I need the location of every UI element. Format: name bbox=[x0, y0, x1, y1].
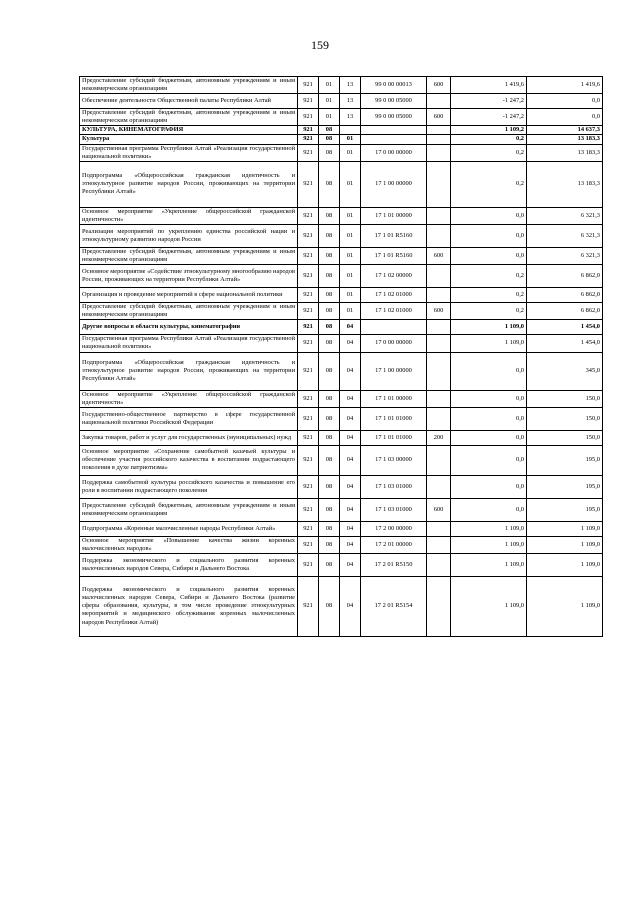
cell-ved: 921 bbox=[298, 303, 319, 320]
cell-csr bbox=[361, 126, 427, 135]
table-row bbox=[80, 77, 603, 94]
cell-vr bbox=[427, 553, 451, 576]
cell-sum1: 0,0 bbox=[451, 352, 527, 390]
cell-vr bbox=[427, 352, 451, 390]
table-row bbox=[80, 288, 603, 303]
table-row bbox=[80, 320, 603, 335]
cell-vr bbox=[427, 288, 451, 303]
table-row bbox=[80, 207, 603, 224]
cell-ved: 921 bbox=[298, 352, 319, 390]
cell-sum1: 0,0 bbox=[451, 445, 527, 475]
cell-pr: 04 bbox=[340, 553, 361, 576]
cell-ved: 921 bbox=[298, 224, 319, 247]
cell-vr bbox=[427, 576, 451, 636]
cell-pr: 01 bbox=[340, 161, 361, 207]
cell-sum1: 0,0 bbox=[451, 475, 527, 498]
cell-sum2: 6 862,0 bbox=[527, 303, 603, 320]
cell-sum1: 0,0 bbox=[451, 407, 527, 430]
cell-csr: 17 1 01 00000 bbox=[361, 207, 427, 224]
table-row bbox=[80, 475, 603, 498]
cell-name: Предоставление субсидий бюджетным, автономным учреждениям и иным некоммерческим организациям bbox=[80, 303, 298, 320]
cell-sum1: 0,0 bbox=[451, 207, 527, 224]
cell-csr: 17 1 01 R5160 bbox=[361, 247, 427, 264]
cell-rz: 08 bbox=[319, 521, 340, 536]
cell-sum2: 6 321,3 bbox=[527, 224, 603, 247]
table-row bbox=[80, 126, 603, 135]
cell-sum2: 6 321,3 bbox=[527, 207, 603, 224]
cell-pr: 04 bbox=[340, 576, 361, 636]
cell-csr: 17 1 03 01000 bbox=[361, 498, 427, 521]
table-row bbox=[80, 135, 603, 144]
table-body bbox=[80, 77, 603, 637]
cell-vr: 600 bbox=[427, 498, 451, 521]
cell-name: Поддержка экономического и социального развития коренных малочисленных народов Севера, Сибири и Дальнего Востока (развитие сферы образования, культуры, в том числе проведение этнокультурных мероприятий и медицинского обслуживания коренных малочисленных народов Республики Алтай) bbox=[80, 576, 298, 636]
cell-vr bbox=[427, 521, 451, 536]
cell-ved: 921 bbox=[298, 475, 319, 498]
cell-vr bbox=[427, 536, 451, 553]
cell-csr: 17 1 01 00000 bbox=[361, 390, 427, 407]
cell-name: Подпрограмма «Общероссийская гражданская идентичность и этнокультурное развитие народов России, проживающих на территории Республики Алтай» bbox=[80, 352, 298, 390]
cell-name: Государственно-общественное партнерство в сфере государственной национальной политики Российской Федерации bbox=[80, 407, 298, 430]
cell-sum1: 1 109,2 bbox=[451, 126, 527, 135]
cell-ved: 921 bbox=[298, 390, 319, 407]
cell-vr: 600 bbox=[427, 247, 451, 264]
cell-pr: 04 bbox=[340, 475, 361, 498]
cell-csr: 17 0 00 00000 bbox=[361, 144, 427, 161]
cell-sum2: 1 109,0 bbox=[527, 536, 603, 553]
cell-pr: 04 bbox=[340, 521, 361, 536]
cell-csr: 17 1 02 01000 bbox=[361, 303, 427, 320]
cell-vr bbox=[427, 161, 451, 207]
cell-vr bbox=[427, 445, 451, 475]
cell-sum1: 0,0 bbox=[451, 390, 527, 407]
cell-vr bbox=[427, 207, 451, 224]
cell-pr: 13 bbox=[340, 77, 361, 94]
cell-sum1: 0,2 bbox=[451, 288, 527, 303]
cell-pr: 04 bbox=[340, 320, 361, 335]
cell-sum2: 150,0 bbox=[527, 390, 603, 407]
cell-rz: 08 bbox=[319, 303, 340, 320]
cell-ved: 921 bbox=[298, 265, 319, 288]
cell-name: Культура bbox=[80, 135, 298, 144]
cell-vr bbox=[427, 224, 451, 247]
cell-sum1: 1 109,0 bbox=[451, 521, 527, 536]
cell-ved: 921 bbox=[298, 144, 319, 161]
cell-sum1: 1 419,6 bbox=[451, 77, 527, 94]
cell-name: Предоставление субсидий бюджетным, автономным учреждениям и иным некоммерческим организациям bbox=[80, 247, 298, 264]
cell-pr: 01 bbox=[340, 207, 361, 224]
table-row bbox=[80, 390, 603, 407]
cell-ved: 921 bbox=[298, 521, 319, 536]
cell-sum2: 6 321,3 bbox=[527, 247, 603, 264]
cell-ved: 921 bbox=[298, 320, 319, 335]
cell-sum1: -1 247,2 bbox=[451, 94, 527, 109]
cell-vr: 600 bbox=[427, 77, 451, 94]
table-row bbox=[80, 144, 603, 161]
cell-name: Организация и проведение мероприятий в сфере национальной политики bbox=[80, 288, 298, 303]
cell-sum1: 1 109,0 bbox=[451, 553, 527, 576]
table-row bbox=[80, 265, 603, 288]
cell-vr: 600 bbox=[427, 303, 451, 320]
cell-name: Поддержка экономического и социального развития коренных малочисленных народов Севера, Сибири и Дальнего Востока bbox=[80, 553, 298, 576]
table-row bbox=[80, 553, 603, 576]
cell-ved: 921 bbox=[298, 553, 319, 576]
cell-sum2: 13 183,3 bbox=[527, 135, 603, 144]
cell-pr: 04 bbox=[340, 352, 361, 390]
cell-csr: 99 0 00 05000 bbox=[361, 94, 427, 109]
cell-vr bbox=[427, 390, 451, 407]
cell-rz: 08 bbox=[319, 498, 340, 521]
cell-csr: 17 1 01 01000 bbox=[361, 407, 427, 430]
cell-name: Подпрограмма «Коренные малочисленные народы Республики Алтай» bbox=[80, 521, 298, 536]
cell-pr: 01 bbox=[340, 303, 361, 320]
cell-sum2: 150,0 bbox=[527, 430, 603, 445]
cell-csr: 17 2 01 R5150 bbox=[361, 553, 427, 576]
cell-rz: 01 bbox=[319, 94, 340, 109]
cell-csr bbox=[361, 320, 427, 335]
cell-sum2: 1 109,0 bbox=[527, 553, 603, 576]
cell-vr bbox=[427, 135, 451, 144]
cell-pr: 04 bbox=[340, 390, 361, 407]
cell-csr: 99 0 00 05000 bbox=[361, 109, 427, 126]
cell-vr bbox=[427, 144, 451, 161]
cell-csr: 17 1 01 01000 bbox=[361, 430, 427, 445]
cell-sum1: 1 109,0 bbox=[451, 335, 527, 352]
cell-vr bbox=[427, 320, 451, 335]
cell-pr: 13 bbox=[340, 94, 361, 109]
cell-sum2: 6 862,0 bbox=[527, 265, 603, 288]
table-row bbox=[80, 335, 603, 352]
cell-ved: 921 bbox=[298, 207, 319, 224]
cell-sum2: 1 109,0 bbox=[527, 521, 603, 536]
cell-ved: 921 bbox=[298, 335, 319, 352]
cell-sum2: 1 454,0 bbox=[527, 335, 603, 352]
cell-sum1: 0,2 bbox=[451, 144, 527, 161]
cell-name: Государственная программа Республики Алтай «Реализация государственной национальной политики» bbox=[80, 144, 298, 161]
cell-sum2: 1 109,0 bbox=[527, 576, 603, 636]
cell-ved: 921 bbox=[298, 288, 319, 303]
cell-ved: 921 bbox=[298, 126, 319, 135]
cell-sum2: 345,0 bbox=[527, 352, 603, 390]
cell-ved: 921 bbox=[298, 445, 319, 475]
cell-rz: 08 bbox=[319, 135, 340, 144]
cell-rz: 08 bbox=[319, 126, 340, 135]
cell-sum1: -1 247,2 bbox=[451, 109, 527, 126]
cell-ved: 921 bbox=[298, 77, 319, 94]
cell-ved: 921 bbox=[298, 536, 319, 553]
cell-rz: 08 bbox=[319, 390, 340, 407]
cell-pr: 04 bbox=[340, 498, 361, 521]
table-row bbox=[80, 224, 603, 247]
cell-vr bbox=[427, 265, 451, 288]
cell-sum2: 195,0 bbox=[527, 498, 603, 521]
cell-rz: 08 bbox=[319, 352, 340, 390]
cell-name: Подпрограмма «Общероссийская гражданская идентичность и этнокультурное развитие народов России, проживающих на территории Республики Алтай» bbox=[80, 161, 298, 207]
cell-name: Другие вопросы в области культуры, кинематографии bbox=[80, 320, 298, 335]
cell-pr: 04 bbox=[340, 407, 361, 430]
cell-pr: 01 bbox=[340, 144, 361, 161]
cell-sum1: 1 109,0 bbox=[451, 536, 527, 553]
cell-ved: 921 bbox=[298, 247, 319, 264]
cell-sum1: 0,0 bbox=[451, 498, 527, 521]
cell-pr: 01 bbox=[340, 224, 361, 247]
cell-rz: 08 bbox=[319, 288, 340, 303]
cell-vr bbox=[427, 94, 451, 109]
cell-name: Основное мероприятие «Содействие этнокультурному многообразию народов России, проживающих на территории Республики Алтай» bbox=[80, 265, 298, 288]
table-row bbox=[80, 161, 603, 207]
table-row bbox=[80, 536, 603, 553]
cell-sum1: 1 109,0 bbox=[451, 320, 527, 335]
table-row bbox=[80, 445, 603, 475]
cell-rz: 08 bbox=[319, 407, 340, 430]
cell-pr: 04 bbox=[340, 536, 361, 553]
cell-csr: 17 0 00 00000 bbox=[361, 335, 427, 352]
cell-ved: 921 bbox=[298, 498, 319, 521]
cell-rz: 08 bbox=[319, 161, 340, 207]
cell-name: Предоставление субсидий бюджетным, автономным учреждениям и иным некоммерческим организациям bbox=[80, 77, 298, 94]
cell-name: Государственная программа Республики Алтай «Реализация государственной национальной политики» bbox=[80, 335, 298, 352]
cell-rz: 08 bbox=[319, 553, 340, 576]
table-row bbox=[80, 109, 603, 126]
budget-table bbox=[79, 76, 603, 637]
cell-pr: 01 bbox=[340, 288, 361, 303]
cell-rz: 08 bbox=[319, 536, 340, 553]
cell-vr bbox=[427, 335, 451, 352]
cell-rz: 01 bbox=[319, 109, 340, 126]
cell-sum2: 1 419,6 bbox=[527, 77, 603, 94]
cell-sum2: 150,0 bbox=[527, 407, 603, 430]
cell-name: Обеспечение деятельности Общественной палаты Республики Алтай bbox=[80, 94, 298, 109]
cell-sum1: 0,2 bbox=[451, 135, 527, 144]
cell-csr: 17 1 00 00000 bbox=[361, 161, 427, 207]
page-number: 159 bbox=[311, 38, 329, 52]
cell-rz: 08 bbox=[319, 475, 340, 498]
cell-rz: 08 bbox=[319, 224, 340, 247]
table-row bbox=[80, 407, 603, 430]
table-row bbox=[80, 576, 603, 636]
cell-sum2: 6 862,0 bbox=[527, 288, 603, 303]
cell-name: Реализация мероприятий по укреплению единства российской нации и этнокультурному развитию народов России bbox=[80, 224, 298, 247]
cell-pr: 01 bbox=[340, 247, 361, 264]
cell-rz: 08 bbox=[319, 320, 340, 335]
cell-name: Закупка товаров, работ и услуг для государственных (муниципальных) нужд bbox=[80, 430, 298, 445]
cell-name: Основное мероприятие «Сохранение самобытной казачьей культуры и обеспечение участия российского казачества в воспитании подрастающего поколения в духе патриотизма» bbox=[80, 445, 298, 475]
cell-sum1: 0,2 bbox=[451, 161, 527, 207]
cell-csr: 17 2 01 00000 bbox=[361, 536, 427, 553]
table-row bbox=[80, 498, 603, 521]
cell-name: Основное мероприятие «Укрепление общероссийской гражданской идентичности» bbox=[80, 207, 298, 224]
cell-rz: 01 bbox=[319, 77, 340, 94]
cell-rz: 08 bbox=[319, 207, 340, 224]
cell-ved: 921 bbox=[298, 407, 319, 430]
cell-sum1: 0,0 bbox=[451, 430, 527, 445]
cell-vr bbox=[427, 126, 451, 135]
cell-sum2: 195,0 bbox=[527, 445, 603, 475]
cell-vr bbox=[427, 475, 451, 498]
cell-sum2: 1 454,0 bbox=[527, 320, 603, 335]
cell-sum2: 13 183,3 bbox=[527, 161, 603, 207]
cell-rz: 08 bbox=[319, 247, 340, 264]
table-row bbox=[80, 94, 603, 109]
cell-pr: 04 bbox=[340, 445, 361, 475]
cell-csr: 99 0 00 00013 bbox=[361, 77, 427, 94]
cell-pr bbox=[340, 126, 361, 135]
cell-csr: 17 2 01 R5154 bbox=[361, 576, 427, 636]
table-row bbox=[80, 303, 603, 320]
cell-sum1: 0,0 bbox=[451, 224, 527, 247]
cell-ved: 921 bbox=[298, 161, 319, 207]
cell-ved: 921 bbox=[298, 430, 319, 445]
cell-sum2: 0,0 bbox=[527, 94, 603, 109]
cell-name: КУЛЬТУРА, КИНЕМАТОГРАФИЯ bbox=[80, 126, 298, 135]
cell-sum2: 14 637,3 bbox=[527, 126, 603, 135]
cell-csr: 17 1 02 00000 bbox=[361, 265, 427, 288]
cell-sum2: 13 183,3 bbox=[527, 144, 603, 161]
table-row bbox=[80, 430, 603, 445]
cell-sum2: 0,0 bbox=[527, 109, 603, 126]
cell-name: Основное мероприятие «Укрепление общероссийской гражданской идентичности» bbox=[80, 390, 298, 407]
cell-name: Основное мероприятие «Повышение качества жизни коренных малочисленных народов» bbox=[80, 536, 298, 553]
cell-csr: 17 1 01 R5160 bbox=[361, 224, 427, 247]
table-row bbox=[80, 352, 603, 390]
cell-rz: 08 bbox=[319, 144, 340, 161]
cell-ved: 921 bbox=[298, 576, 319, 636]
cell-pr: 01 bbox=[340, 265, 361, 288]
cell-vr: 600 bbox=[427, 109, 451, 126]
cell-rz: 08 bbox=[319, 445, 340, 475]
cell-csr bbox=[361, 135, 427, 144]
cell-name: Предоставление субсидий бюджетным, автономным учреждениям и иным некоммерческим организациям bbox=[80, 109, 298, 126]
cell-csr: 17 1 02 01000 bbox=[361, 288, 427, 303]
cell-vr: 200 bbox=[427, 430, 451, 445]
cell-csr: 17 2 00 00000 bbox=[361, 521, 427, 536]
cell-ved: 921 bbox=[298, 94, 319, 109]
cell-name: Предоставление субсидий бюджетным, автономным учреждениям и иным некоммерческим организациям bbox=[80, 498, 298, 521]
cell-csr: 17 1 03 00000 bbox=[361, 445, 427, 475]
cell-rz: 08 bbox=[319, 430, 340, 445]
cell-sum1: 1 109,0 bbox=[451, 576, 527, 636]
cell-name: Поддержка самобытной культуры российского казачества и повышение его роли в воспитании подрастающего поколения bbox=[80, 475, 298, 498]
cell-csr: 17 1 00 00000 bbox=[361, 352, 427, 390]
table-row bbox=[80, 247, 603, 264]
cell-vr bbox=[427, 407, 451, 430]
cell-sum2: 195,0 bbox=[527, 475, 603, 498]
cell-sum1: 0,2 bbox=[451, 303, 527, 320]
cell-ved: 921 bbox=[298, 135, 319, 144]
table-row bbox=[80, 521, 603, 536]
cell-pr: 01 bbox=[340, 135, 361, 144]
cell-ved: 921 bbox=[298, 109, 319, 126]
cell-rz: 08 bbox=[319, 335, 340, 352]
cell-pr: 04 bbox=[340, 430, 361, 445]
cell-sum1: 0,0 bbox=[451, 247, 527, 264]
cell-rz: 08 bbox=[319, 576, 340, 636]
cell-sum1: 0,2 bbox=[451, 265, 527, 288]
cell-csr: 17 1 03 01000 bbox=[361, 475, 427, 498]
cell-pr: 04 bbox=[340, 335, 361, 352]
cell-rz: 08 bbox=[319, 265, 340, 288]
cell-pr: 13 bbox=[340, 109, 361, 126]
